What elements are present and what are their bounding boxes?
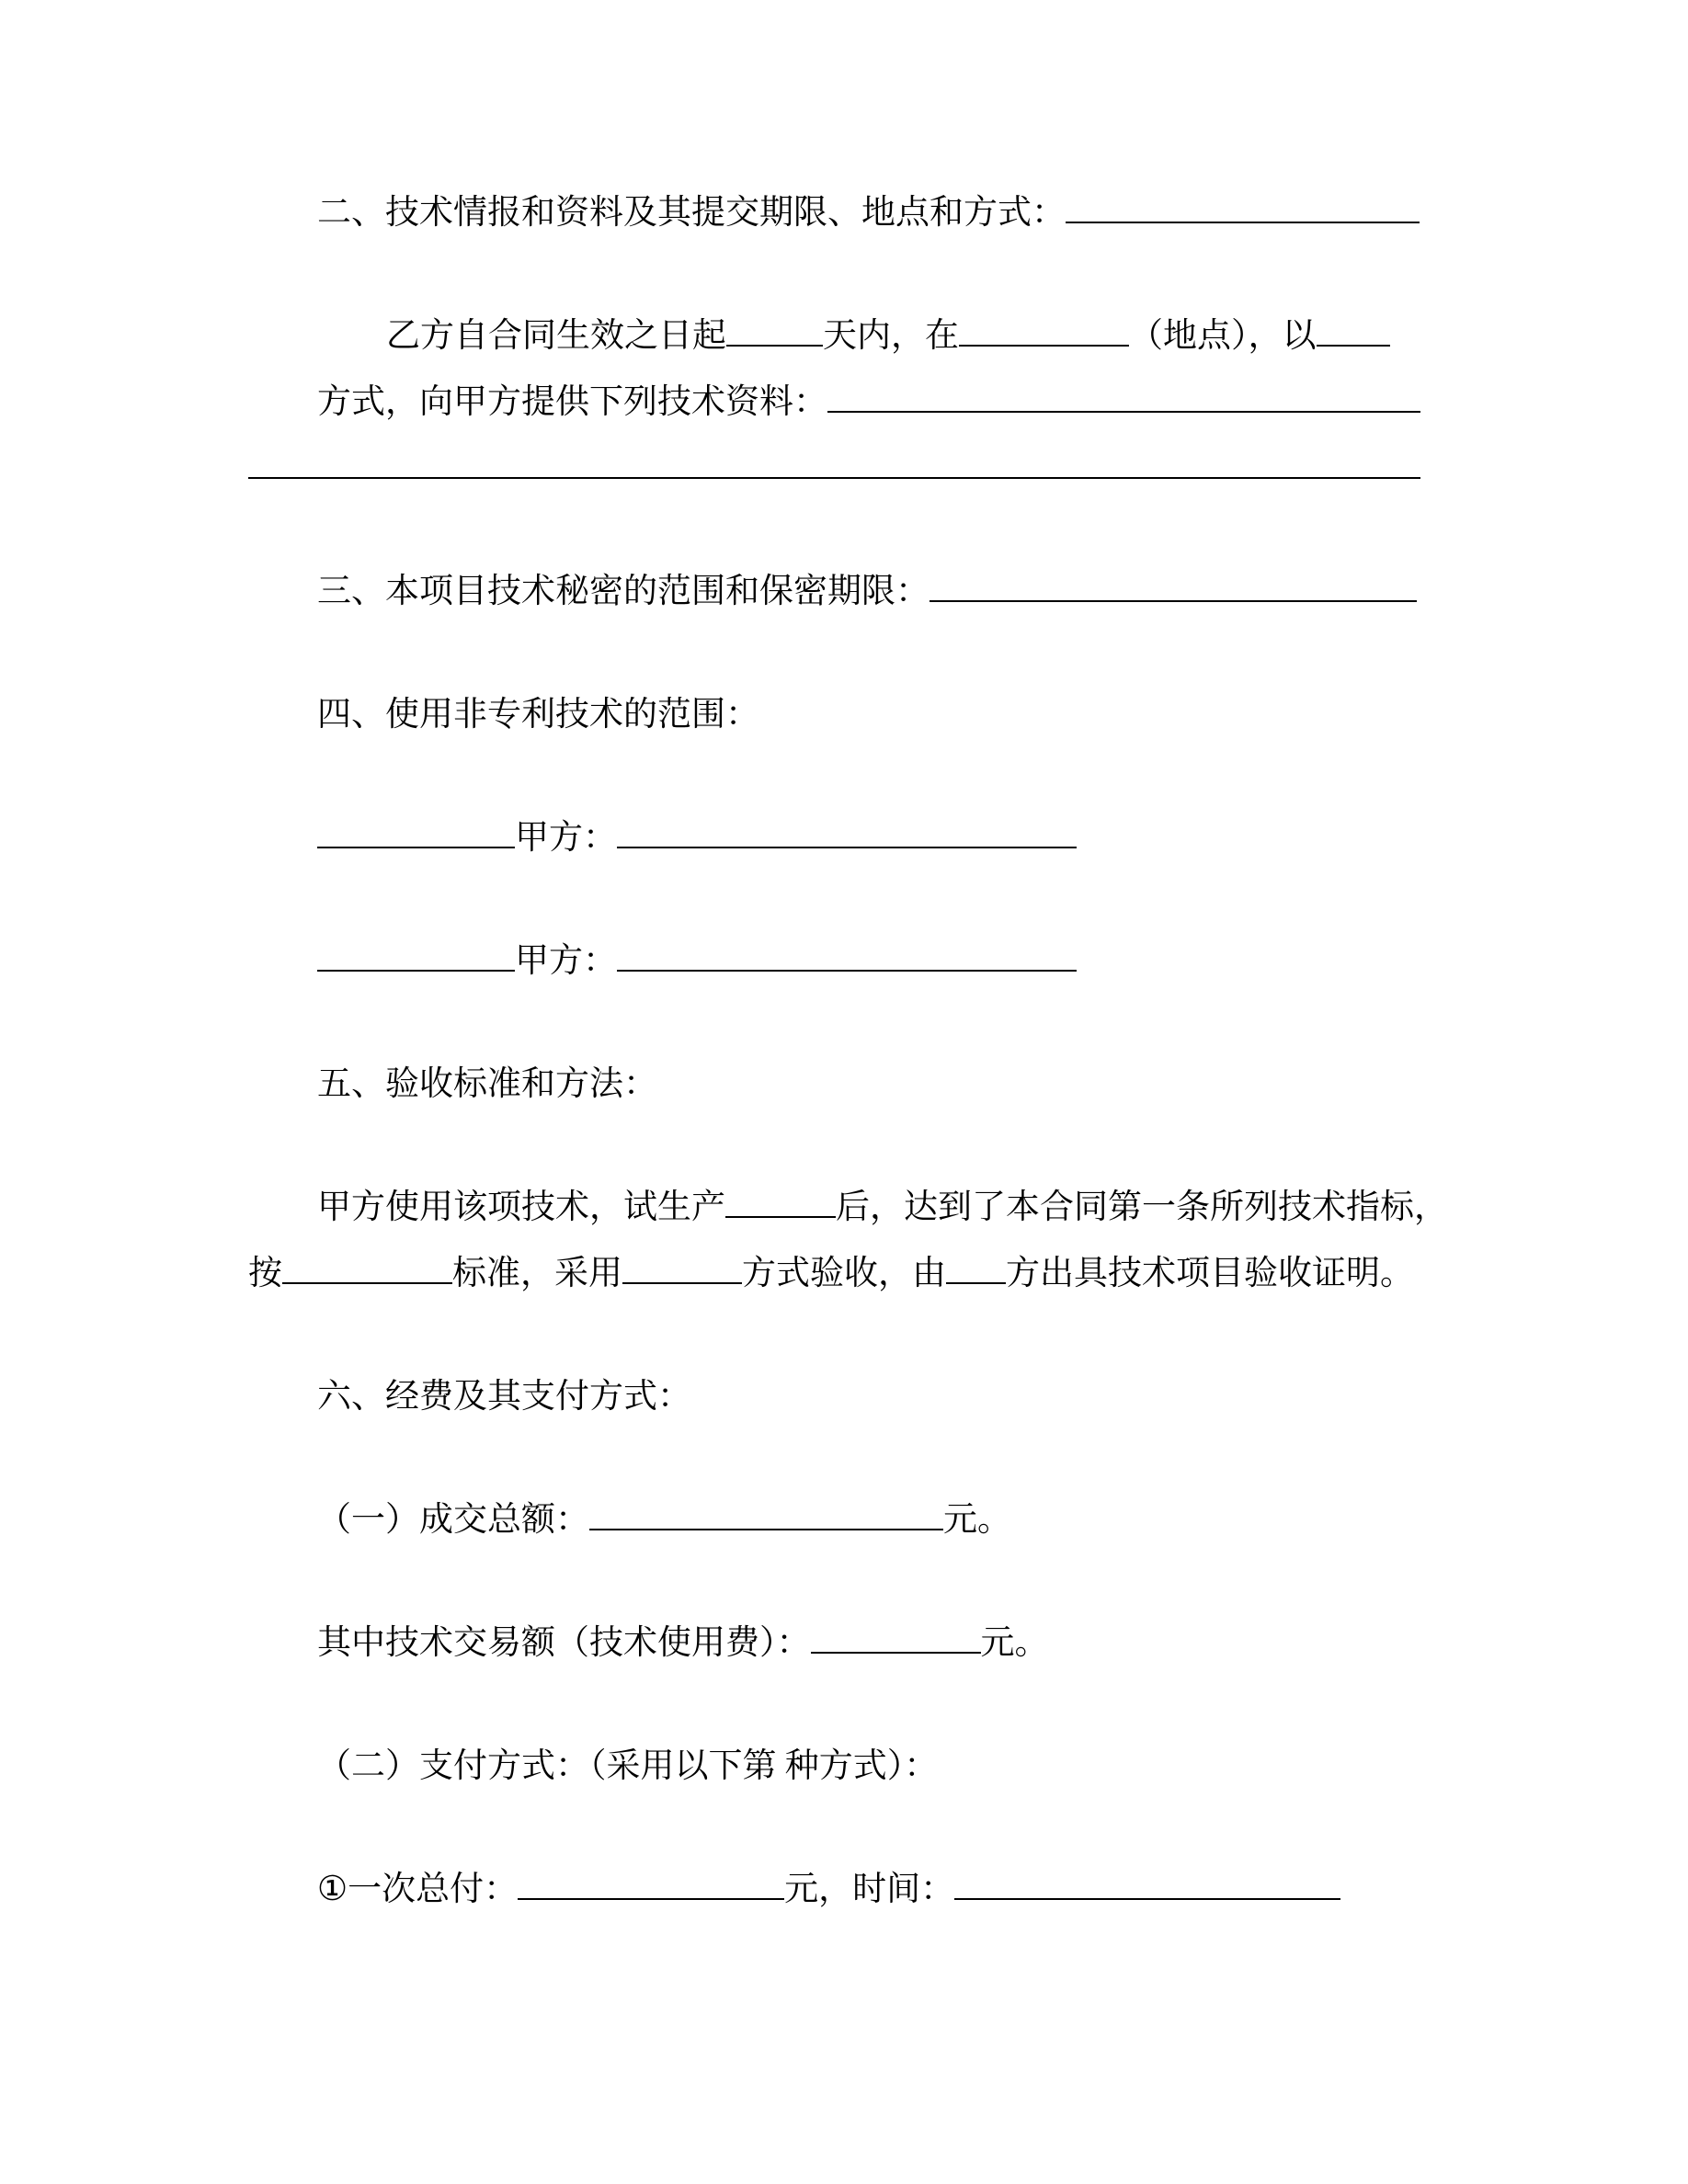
blank-field xyxy=(726,312,823,347)
clause-6-heading-text: 六、经费及其支付方式： xyxy=(317,1378,691,1416)
clause-6-item-4-text-a: ①一次总付： xyxy=(317,1871,519,1908)
clause-5-body-text-d: 标准，采用 xyxy=(452,1255,622,1292)
clause-6-item-4 xyxy=(317,1857,1421,1923)
party-a-label: 甲方： xyxy=(515,819,617,857)
blank-field xyxy=(518,1865,784,1900)
blank-field xyxy=(248,444,1420,479)
blank-field xyxy=(317,937,515,972)
clause-6-item-4-text-b: 元，时间： xyxy=(784,1871,955,1908)
clause-5-body-text-a: 甲方使用该项技术，试生产 xyxy=(317,1189,725,1226)
party-a-line-2 xyxy=(317,928,1421,995)
clause-2-body-text-c: （地点），以 xyxy=(1129,317,1317,355)
clause-5-heading xyxy=(317,1052,1421,1118)
clause-6-heading xyxy=(317,1364,1421,1430)
clause-6-item-3-text: （二）支付方式：（采用以下第 种方式）： xyxy=(317,1747,939,1785)
party-a-line-1 xyxy=(317,805,1421,871)
clause-2-heading xyxy=(317,180,1421,246)
blank-field xyxy=(954,1865,1340,1900)
blank-field xyxy=(811,1619,981,1654)
clause-6-item-2-text-a: 其中技术交易额（技术使用费）： xyxy=(317,1624,811,1662)
clause-4-heading xyxy=(317,682,1421,748)
party-a-label: 甲方： xyxy=(515,942,617,980)
clause-6-item-1-text-b: 元。 xyxy=(943,1501,1011,1539)
blank-field xyxy=(282,1249,452,1284)
clause-5-body-text-f: 方出具技术项目验收证明。 xyxy=(1006,1255,1414,1292)
blank-field xyxy=(946,1249,1006,1284)
clause-2-body-text-a: 乙方自合同生效之日起 xyxy=(386,317,726,355)
blank-field xyxy=(589,1496,943,1530)
clause-5-body-text-e: 方式验收，由 xyxy=(742,1255,946,1292)
clause-4-heading-text: 四、使用非专利技术的范围： xyxy=(317,696,759,734)
clause-5-body-line-1 xyxy=(317,1175,1448,1241)
clause-5-body-text-b: 后，达到了本合同第一条所列技术指标， xyxy=(836,1189,1448,1226)
blank-field xyxy=(959,312,1129,347)
clause-6-item-2-text-b: 元。 xyxy=(980,1624,1049,1662)
blank-field xyxy=(930,567,1417,602)
clause-3-heading xyxy=(317,559,1421,625)
clause-5-heading-text: 五、验收标准和方法： xyxy=(317,1065,657,1103)
clause-2-body-text-d: 方式，向甲方提供下列技术资料： xyxy=(317,383,827,421)
clause-6-item-1 xyxy=(317,1487,1421,1553)
clause-3-heading-text: 三、本项目技术秘密的范围和保密期限： xyxy=(317,573,930,610)
clause-5-body-line-2 xyxy=(248,1241,1421,1307)
clause-2-body-line-1 xyxy=(386,303,1421,370)
blank-field xyxy=(1066,188,1420,223)
clause-2-heading-text: 二、技术情报和资料及其提交期限、地点和方式： xyxy=(317,194,1066,232)
blank-field xyxy=(622,1249,742,1284)
clause-5-body-text-c: 按 xyxy=(248,1255,282,1292)
blank-field xyxy=(317,813,515,848)
blank-field xyxy=(617,937,1077,972)
blank-field xyxy=(617,813,1077,848)
blank-field xyxy=(725,1183,836,1218)
blank-field xyxy=(1317,312,1390,347)
blank-field xyxy=(827,378,1420,413)
clause-2-body-line-2 xyxy=(317,370,1421,436)
clause-6-item-1-text-a: （一）成交总额： xyxy=(317,1501,589,1539)
clause-2-continuation-line xyxy=(248,436,1421,502)
clause-6-item-2 xyxy=(317,1610,1421,1677)
clause-2-body-text-b: 天内，在 xyxy=(823,317,959,355)
clause-6-item-3 xyxy=(317,1734,1421,1800)
